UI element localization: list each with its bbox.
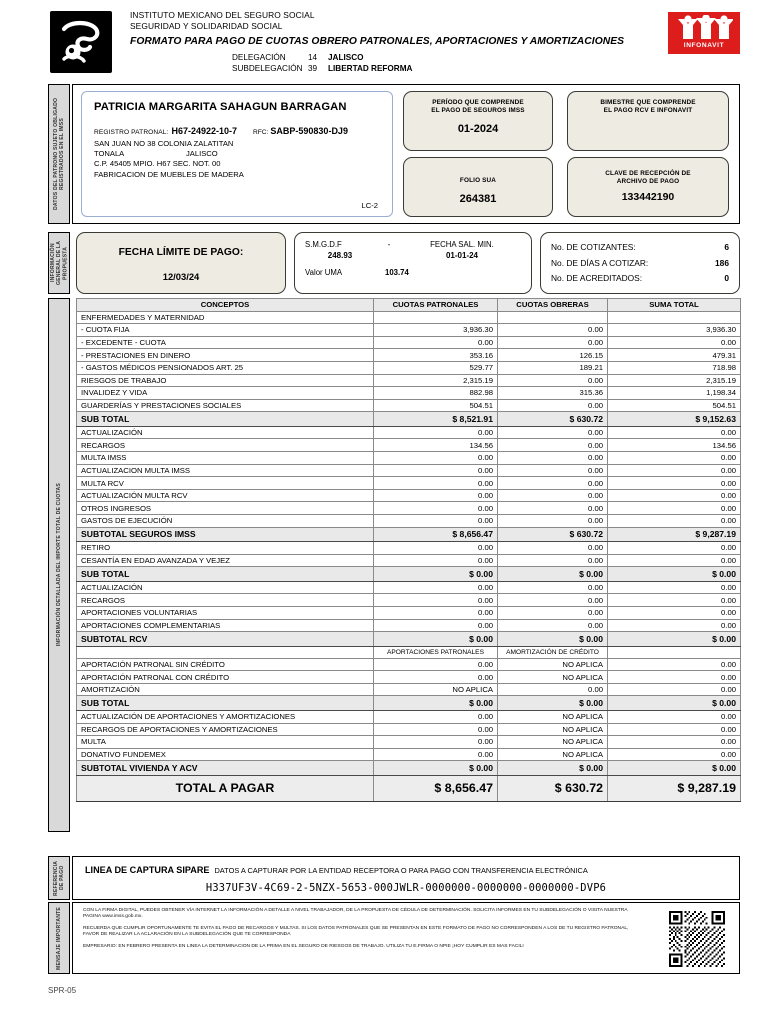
- form-code-footer: SPR-05: [48, 986, 77, 995]
- cell-concept: MULTA IMSS: [77, 452, 374, 465]
- message-paragraph-2: RECUERDA QUE CUMPLIR OPORTUNAMENTE TE EVITA EL PAGO DE RECARGOS Y MULTAS. SI LOS DATOS PATRONALES QUE SE PRESENTAN EN ESTE FORMATO DE PAGO NO CORRESPONDEN A LOS DE TU REGISTRO PATRONAL, FAVOR DE REALIZAR LA ACLARACIÓN EN LA SUBDELEGACIÓN QUE TE CORRESPONDA: [83, 925, 629, 938]
- sidebar-label-reference: [48, 856, 70, 900]
- cell-obreras: 0.00: [498, 426, 608, 439]
- cell-patronales: $ 0.00: [374, 761, 498, 776]
- infonavit-logo-icon: [668, 12, 740, 54]
- table-head: [77, 299, 741, 312]
- cell-concept: [77, 646, 374, 658]
- cell-total: $ 0.00: [608, 567, 741, 582]
- cell-obreras: $ 630.72: [498, 775, 608, 801]
- cell-obreras: $ 0.00: [498, 696, 608, 711]
- cell-total: 134.56: [608, 439, 741, 452]
- column-header-conceptos: CONCEPTOS: [77, 299, 374, 312]
- table-row: [77, 542, 741, 555]
- table-row: [77, 464, 741, 477]
- section-general-info: [48, 232, 740, 294]
- employer-details: [82, 113, 392, 180]
- cell-patronales: 0.00: [374, 710, 498, 723]
- cell-patronales: NO APLICA: [374, 683, 498, 696]
- cell-concept: DONATIVO FUNDEMEX: [77, 748, 374, 761]
- cell-patronales: 0.00: [374, 502, 498, 515]
- message-paragraph-3: EMPRESARIO: EN FEBRERO PRESENTA EN LINEA LA DETERMINACION DE LA PRIMA EN EL SEGURO DE RIESGOS DE TRABAJO. UTILIZA TU E.FIRMA O NPIE ¡HOY CUMPLIR ES MAS FACIL!: [83, 943, 524, 949]
- cell-total: [608, 646, 741, 658]
- table-row: [77, 683, 741, 696]
- cotizantes-label: No. DE COTIZANTES:: [551, 242, 636, 252]
- smgdf-value-row: [295, 249, 531, 260]
- cell-total: 0.00: [608, 554, 741, 567]
- cell-obreras: $ 0.00: [498, 567, 608, 582]
- fecha-sal-min-value: 01-01-24: [445, 251, 479, 260]
- cell-obreras: 0.00: [498, 439, 608, 452]
- table-row: [77, 567, 741, 582]
- valor-uma-row: [295, 260, 531, 277]
- cell-obreras: 0.00: [498, 336, 608, 349]
- employer-address-city-state: [94, 149, 392, 159]
- cell-total: 0.00: [608, 489, 741, 502]
- cell-total: 0.00: [608, 736, 741, 749]
- table-row: [77, 606, 741, 619]
- cell-patronales: 0.00: [374, 723, 498, 736]
- cell-obreras: 0.00: [498, 683, 608, 696]
- cell-patronales: 0.00: [374, 748, 498, 761]
- form-title: FORMATO PARA PAGO DE CUOTAS OBRERO PATRONALES, APORTACIONES Y AMORTIZACIONES: [130, 36, 625, 47]
- table-row: [77, 594, 741, 607]
- cell-concept: ENFERMEDADES Y MATERNIDAD: [77, 311, 374, 324]
- periodo-caption-line-2: EL PAGO DE SEGUROS IMSS: [431, 107, 525, 115]
- cell-obreras: NO APLICA: [498, 671, 608, 684]
- employer-address-line-1: SAN JUAN NO 38 COLONIA ZALATITAN: [94, 138, 234, 148]
- cell-total: 0.00: [608, 542, 741, 555]
- cell-patronales: 0.00: [374, 554, 498, 567]
- cell-concept: RETIRO: [77, 542, 374, 555]
- cell-concept: - PRESTACIONES EN DINERO: [77, 349, 374, 362]
- registro-patronal-label: REGISTRO PATRONAL:: [94, 129, 169, 136]
- sidebar-label-general-info-text: INFORMACIÓN GENERAL DE LA PROPUESTA: [49, 240, 69, 286]
- payment-deadline-box: [76, 232, 286, 294]
- cell-concept: APORTACIÓN PATRONAL SIN CRÉDITO: [77, 658, 374, 671]
- table-row: [77, 412, 741, 427]
- table-row: [77, 361, 741, 374]
- cell-obreras: 0.00: [498, 542, 608, 555]
- employer-state: JALISCO: [186, 149, 218, 158]
- delegation-block: [130, 52, 650, 74]
- table-row: [77, 349, 741, 362]
- sidebar-label-employer: [48, 84, 70, 224]
- cell-obreras: NO APLICA: [498, 748, 608, 761]
- registro-patronal-value: H67-24922-10-7: [171, 126, 238, 136]
- cell-total: 0.00: [608, 683, 741, 696]
- section-contributions-table: [48, 298, 740, 832]
- cell-patronales: 0.00: [374, 489, 498, 502]
- sidebar-label-contributions: [48, 298, 70, 832]
- cell-patronales: $ 8,521.91: [374, 412, 498, 427]
- cell-patronales: 0.00: [374, 477, 498, 490]
- cell-concept: ACTUALIZACIÓN MULTA RCV: [77, 489, 374, 502]
- smgdf-box: [294, 232, 532, 294]
- cell-patronales: 0.00: [374, 426, 498, 439]
- table-row: [77, 581, 741, 594]
- column-header-suma-total: SUMA TOTAL: [608, 299, 741, 312]
- cell-total: [608, 311, 741, 324]
- cell-total: 2,315.19: [608, 374, 741, 387]
- employer-data-body: [72, 84, 740, 224]
- table-row: [77, 554, 741, 567]
- cell-obreras: 0.00: [498, 374, 608, 387]
- cell-total: 479.31: [608, 349, 741, 362]
- cell-concept: MULTA RCV: [77, 477, 374, 490]
- cell-total: 0.00: [608, 426, 741, 439]
- payment-reference-body: [72, 856, 740, 900]
- delegation-row: [130, 52, 650, 63]
- cell-concept: APORTACIONES VOLUNTARIAS: [77, 606, 374, 619]
- cell-patronales: 0.00: [374, 658, 498, 671]
- cell-obreras: 0.00: [498, 399, 608, 412]
- table-row: [77, 477, 741, 490]
- cell-obreras: 0.00: [498, 619, 608, 632]
- section-employer-data: [48, 84, 740, 224]
- rfc-value: SABP-590830-DJ9: [270, 126, 348, 136]
- cell-concept: ACTUALIZACIÓN DE APORTACIONES Y AMORTIZACIONES: [77, 710, 374, 723]
- cell-patronales: 0.00: [374, 581, 498, 594]
- cell-patronales: APORTACIONES PATRONALES: [374, 646, 498, 658]
- folio-sua-box: [403, 157, 553, 217]
- cell-concept: APORTACIÓN PATRONAL CON CRÉDITO: [77, 671, 374, 684]
- cell-patronales: 0.00: [374, 464, 498, 477]
- folio-sua-caption: FOLIO SUA: [459, 177, 497, 184]
- cell-obreras: 0.00: [498, 554, 608, 567]
- table-row: [77, 736, 741, 749]
- cell-concept: SUBTOTAL RCV: [77, 632, 374, 647]
- cell-patronales: $ 0.00: [374, 696, 498, 711]
- table-row: [77, 696, 741, 711]
- cell-patronales: 882.98: [374, 387, 498, 400]
- cell-total: 0.00: [608, 336, 741, 349]
- cell-total: 0.00: [608, 502, 741, 515]
- dias-cotizar-label: No. DE DÍAS A COTIZAR:: [551, 257, 649, 268]
- table-row: [77, 336, 741, 349]
- contributions-table: [76, 298, 741, 802]
- cell-concept: SUBTOTAL VIVIENDA Y ACV: [77, 761, 374, 776]
- sidebar-label-general-info: [48, 232, 70, 294]
- cell-patronales: 0.00: [374, 594, 498, 607]
- cell-patronales: $ 8,656.47: [374, 775, 498, 801]
- sidebar-label-message-text: MENSAJE IMPORTANTE: [55, 906, 62, 970]
- capture-line-subtitle: DATOS A CAPTURAR POR LA ENTIDAD RECEPTORA O PARA PAGO CON TRANSFERENCIA ELECTRÓNICA: [214, 866, 588, 875]
- cell-obreras: 0.00: [498, 594, 608, 607]
- table-row: [77, 671, 741, 684]
- table-row: [77, 723, 741, 736]
- cell-patronales: 504.51: [374, 399, 498, 412]
- cell-total: 0.00: [608, 452, 741, 465]
- table-body: [77, 311, 741, 801]
- cell-total: 504.51: [608, 399, 741, 412]
- cell-total: 1,198.34: [608, 387, 741, 400]
- table-row: [77, 311, 741, 324]
- clave-recepcion-box: [567, 157, 729, 217]
- cell-concept: RECARGOS: [77, 439, 374, 452]
- cell-total: 0.00: [608, 710, 741, 723]
- subdelegation-row: [130, 63, 650, 74]
- cell-obreras: NO APLICA: [498, 736, 608, 749]
- table-row: [77, 775, 741, 801]
- institute-line-2: SEGURIDAD Y SOLIDARIDAD SOCIAL: [130, 20, 283, 31]
- table-row: [77, 374, 741, 387]
- cell-patronales: 0.00: [374, 336, 498, 349]
- cell-concept: GASTOS DE EJECUCIÓN: [77, 515, 374, 528]
- valor-uma-label: Valor UMA: [305, 268, 343, 277]
- important-message-text: [83, 908, 643, 955]
- cell-total: 718.98: [608, 361, 741, 374]
- rfc-label: RFC:: [253, 129, 269, 136]
- document-header: [48, 10, 740, 78]
- cell-concept: RECARGOS DE APORTACIONES Y AMORTIZACIONES: [77, 723, 374, 736]
- employer-activity: FABRICACION DE MUEBLES DE MADERA: [94, 169, 244, 179]
- cell-total: $ 0.00: [608, 632, 741, 647]
- table-row: [77, 324, 741, 337]
- section-payment-reference: [48, 856, 740, 900]
- delegation-number: 14: [308, 53, 318, 62]
- cell-concept: SUB TOTAL: [77, 412, 374, 427]
- cell-concept: SUB TOTAL: [77, 567, 374, 582]
- table-row: [77, 748, 741, 761]
- cell-patronales: 3,936.30: [374, 324, 498, 337]
- cell-obreras: 0.00: [498, 464, 608, 477]
- sidebar-label-contributions-text: INFORMACIÓN DETALLADA DEL IMPORTE TOTAL DE CUOTAS: [55, 483, 62, 647]
- cell-patronales: 0.00: [374, 542, 498, 555]
- cell-concept: INVALIDEZ Y VIDA: [77, 387, 374, 400]
- subdelegation-value: LIBERTAD REFORMA: [328, 64, 413, 73]
- cell-patronales: 0.00: [374, 452, 498, 465]
- cell-obreras: AMORTIZACIÓN DE CRÉDITO: [498, 646, 608, 658]
- qr-code-icon: [669, 911, 725, 967]
- table-row: [77, 387, 741, 400]
- periodo-value: 01-2024: [457, 123, 499, 136]
- cell-total: $ 9,287.19: [608, 527, 741, 542]
- cell-concept: ACTUALIZACIÓN: [77, 581, 374, 594]
- acreditados-value: 0: [724, 273, 729, 283]
- subdelegation-label: SUBDELEGACIÓN: [232, 64, 303, 73]
- cell-obreras: NO APLICA: [498, 710, 608, 723]
- cell-patronales: 0.00: [374, 606, 498, 619]
- cell-patronales: 0.00: [374, 736, 498, 749]
- infonavit-wordmark: INFONAVIT: [683, 42, 725, 49]
- cell-total: $ 9,287.19: [608, 775, 741, 801]
- clave-caption-line-2: ARCHIVO DE PAGO: [616, 178, 680, 186]
- cell-concept: SUBTOTAL SEGUROS IMSS: [77, 527, 374, 542]
- cell-concept: ACTUALIZACIÓN: [77, 426, 374, 439]
- cell-patronales: 0.00: [374, 671, 498, 684]
- sidebar-label-message: [48, 902, 70, 974]
- cell-obreras: $ 630.72: [498, 412, 608, 427]
- table-row: [77, 619, 741, 632]
- dias-cotizar-value: 186: [715, 257, 729, 268]
- cell-total: 0.00: [608, 671, 741, 684]
- smgdf-label-row: [295, 233, 531, 249]
- delegation-label: DELEGACIÓN: [232, 53, 286, 62]
- cell-total: 0.00: [608, 606, 741, 619]
- cell-concept: MULTA: [77, 736, 374, 749]
- table-row: [77, 646, 741, 658]
- cell-patronales: 529.77: [374, 361, 498, 374]
- registro-patronal-row: [94, 126, 392, 139]
- cell-patronales: [374, 311, 498, 324]
- cell-total: 0.00: [608, 619, 741, 632]
- section-important-message: [48, 902, 740, 974]
- subdelegation-number: 39: [308, 64, 318, 73]
- cotizantes-row: [551, 240, 729, 256]
- cell-total: 0.00: [608, 581, 741, 594]
- cotizantes-value: 6: [724, 242, 729, 252]
- counts-box: [540, 232, 740, 294]
- contributions-table-wrapper: [76, 298, 740, 802]
- cell-patronales: 353.16: [374, 349, 498, 362]
- cell-total: 0.00: [608, 748, 741, 761]
- cell-obreras: 126.15: [498, 349, 608, 362]
- cell-total: $ 0.00: [608, 696, 741, 711]
- cell-total: 0.00: [608, 594, 741, 607]
- cell-concept: RECARGOS: [77, 594, 374, 607]
- cell-concept: - EXCEDENTE - CUOTA: [77, 336, 374, 349]
- cell-concept: RIESGOS DE TRABAJO: [77, 374, 374, 387]
- employer-lc-code: LC-2: [361, 201, 378, 210]
- sidebar-label-reference-text: REFERENCIA DE PAGO: [52, 860, 65, 896]
- cell-obreras: NO APLICA: [498, 658, 608, 671]
- cell-patronales: 2,315.19: [374, 374, 498, 387]
- payment-deadline-value: 12/03/24: [162, 271, 200, 282]
- table-row: [77, 515, 741, 528]
- cell-patronales: $ 0.00: [374, 632, 498, 647]
- cell-obreras: 0.00: [498, 502, 608, 515]
- cell-concept: TOTAL A PAGAR: [77, 775, 374, 801]
- cell-obreras: $ 0.00: [498, 632, 608, 647]
- cell-concept: GUARDERÍAS Y PRESTACIONES SOCIALES: [77, 399, 374, 412]
- cell-obreras: 0.00: [498, 324, 608, 337]
- table-row: [77, 399, 741, 412]
- column-header-cuotas-obreras: CUOTAS OBRERAS: [498, 299, 608, 312]
- cell-patronales: 0.00: [374, 619, 498, 632]
- capture-line-header: [73, 857, 739, 875]
- delegation-value: JALISCO: [328, 53, 364, 62]
- cell-obreras: [498, 311, 608, 324]
- clave-caption-line-1: CLAVE DE RECEPCIÓN DE: [605, 170, 691, 177]
- dias-cotizar-row: [551, 256, 729, 272]
- cell-concept: AMORTIZACIÓN: [77, 683, 374, 696]
- smgdf-dash: -: [387, 240, 391, 249]
- cell-concept: - CUOTA FIJA: [77, 324, 374, 337]
- acreditados-row: [551, 271, 729, 287]
- cell-total: 0.00: [608, 464, 741, 477]
- cell-patronales: $ 8,656.47: [374, 527, 498, 542]
- smgdf-spacer: [375, 251, 403, 260]
- table-row: [77, 452, 741, 465]
- cell-concept: OTROS INGRESOS: [77, 502, 374, 515]
- cell-obreras: NO APLICA: [498, 723, 608, 736]
- cell-obreras: 0.00: [498, 515, 608, 528]
- cell-total: $ 0.00: [608, 761, 741, 776]
- bimestre-box: [567, 91, 729, 151]
- table-row: [77, 632, 741, 647]
- table-row: [77, 489, 741, 502]
- cell-concept: ACTUALIZACION MULTA IMSS: [77, 464, 374, 477]
- cell-total: 0.00: [608, 515, 741, 528]
- cell-obreras: 0.00: [498, 489, 608, 502]
- cell-obreras: 0.00: [498, 452, 608, 465]
- cell-obreras: $ 630.72: [498, 527, 608, 542]
- bimestre-caption-line-2: EL PAGO RCV E INFONAVIT: [603, 107, 693, 115]
- table-row: [77, 502, 741, 515]
- valor-uma-value: 103.74: [385, 268, 409, 277]
- message-paragraph-1: CON LA FIRMA DIGITAL, PUEDES OBTENER VÍA INTERNET LA INFORMACIÓN A DETALLE A NIVEL TRABAJADOR, DE LA PROPUESTA DE CÉDULA DE DETERMINACIÓN. SOLICITA INFORMES EN TU SUBDELEGACIÓN O VISITA NUESTRA PAGINA www.imss.gob.mx.: [83, 908, 628, 920]
- table-header-row: [77, 299, 741, 312]
- cell-obreras: 0.00: [498, 477, 608, 490]
- institute-line-1: INSTITUTO MEXICANO DEL SEGURO SOCIAL: [130, 10, 315, 20]
- bimestre-caption-line-1: BIMESTRE QUE COMPRENDE: [600, 99, 696, 106]
- capture-line-code: H337UF3V-4C69-2-5NZX-5653-000JWLR-0000000-0000000-0000000-DVP6: [205, 882, 607, 894]
- imss-logo-icon: [50, 11, 112, 73]
- cell-obreras: 315.36: [498, 387, 608, 400]
- cell-total: 0.00: [608, 723, 741, 736]
- sidebar-label-employer-text: DATOS DEL PATRONO SUJETO OBLIGADO REGISTRADOS EN EL IMSS: [52, 97, 65, 211]
- periodo-box: [403, 91, 553, 151]
- smgdf-value: 248.93: [327, 251, 353, 260]
- cell-obreras: 189.21: [498, 361, 608, 374]
- table-row: [77, 658, 741, 671]
- employer-name: PATRICIA MARGARITA SAHAGUN BARRAGAN: [94, 101, 347, 113]
- folio-sua-value: 264381: [459, 193, 497, 206]
- table-row: [77, 439, 741, 452]
- clave-recepcion-value: 133442190: [621, 191, 675, 204]
- cell-obreras: 0.00: [498, 581, 608, 594]
- important-message-body: [72, 902, 740, 974]
- table-row: [77, 761, 741, 776]
- cell-patronales: 134.56: [374, 439, 498, 452]
- header-text-block: [130, 10, 650, 74]
- cell-concept: SUB TOTAL: [77, 696, 374, 711]
- cell-total: 0.00: [608, 477, 741, 490]
- cell-patronales: 0.00: [374, 515, 498, 528]
- employer-address-line-3: C.P. 45405 MPIO. H67 SEC. NOT. 00: [94, 159, 221, 169]
- capture-line-title: LINEA DE CAPTURA SIPARE: [85, 865, 210, 875]
- cell-total: $ 9,152.63: [608, 412, 741, 427]
- payment-deadline-label: FECHA LÍMITE DE PAGO:: [118, 247, 244, 258]
- table-row: [77, 426, 741, 439]
- column-header-cuotas-patronales: CUOTAS PATRONALES: [374, 299, 498, 312]
- table-row: [77, 710, 741, 723]
- cell-concept: CESANTÍA EN EDAD AVANZADA Y VEJEZ: [77, 554, 374, 567]
- table-row: [77, 527, 741, 542]
- cell-total: 3,936.30: [608, 324, 741, 337]
- periodo-caption-line-1: PERÍODO QUE COMPRENDE: [432, 99, 524, 106]
- employer-city: TONALA: [94, 149, 125, 158]
- fecha-sal-min-label: FECHA SAL. MIN.: [430, 240, 494, 249]
- smgdf-label: S.M.G.D.F: [305, 240, 342, 249]
- employer-card: [81, 91, 393, 217]
- cell-obreras: 0.00: [498, 606, 608, 619]
- cell-patronales: $ 0.00: [374, 567, 498, 582]
- cell-concept: - GASTOS MÉDICOS PENSIONADOS ART. 25: [77, 361, 374, 374]
- cell-concept: APORTACIONES COMPLEMENTARIAS: [77, 619, 374, 632]
- cell-obreras: $ 0.00: [498, 761, 608, 776]
- acreditados-label: No. DE ACREDITADOS:: [551, 273, 643, 283]
- cell-total: 0.00: [608, 658, 741, 671]
